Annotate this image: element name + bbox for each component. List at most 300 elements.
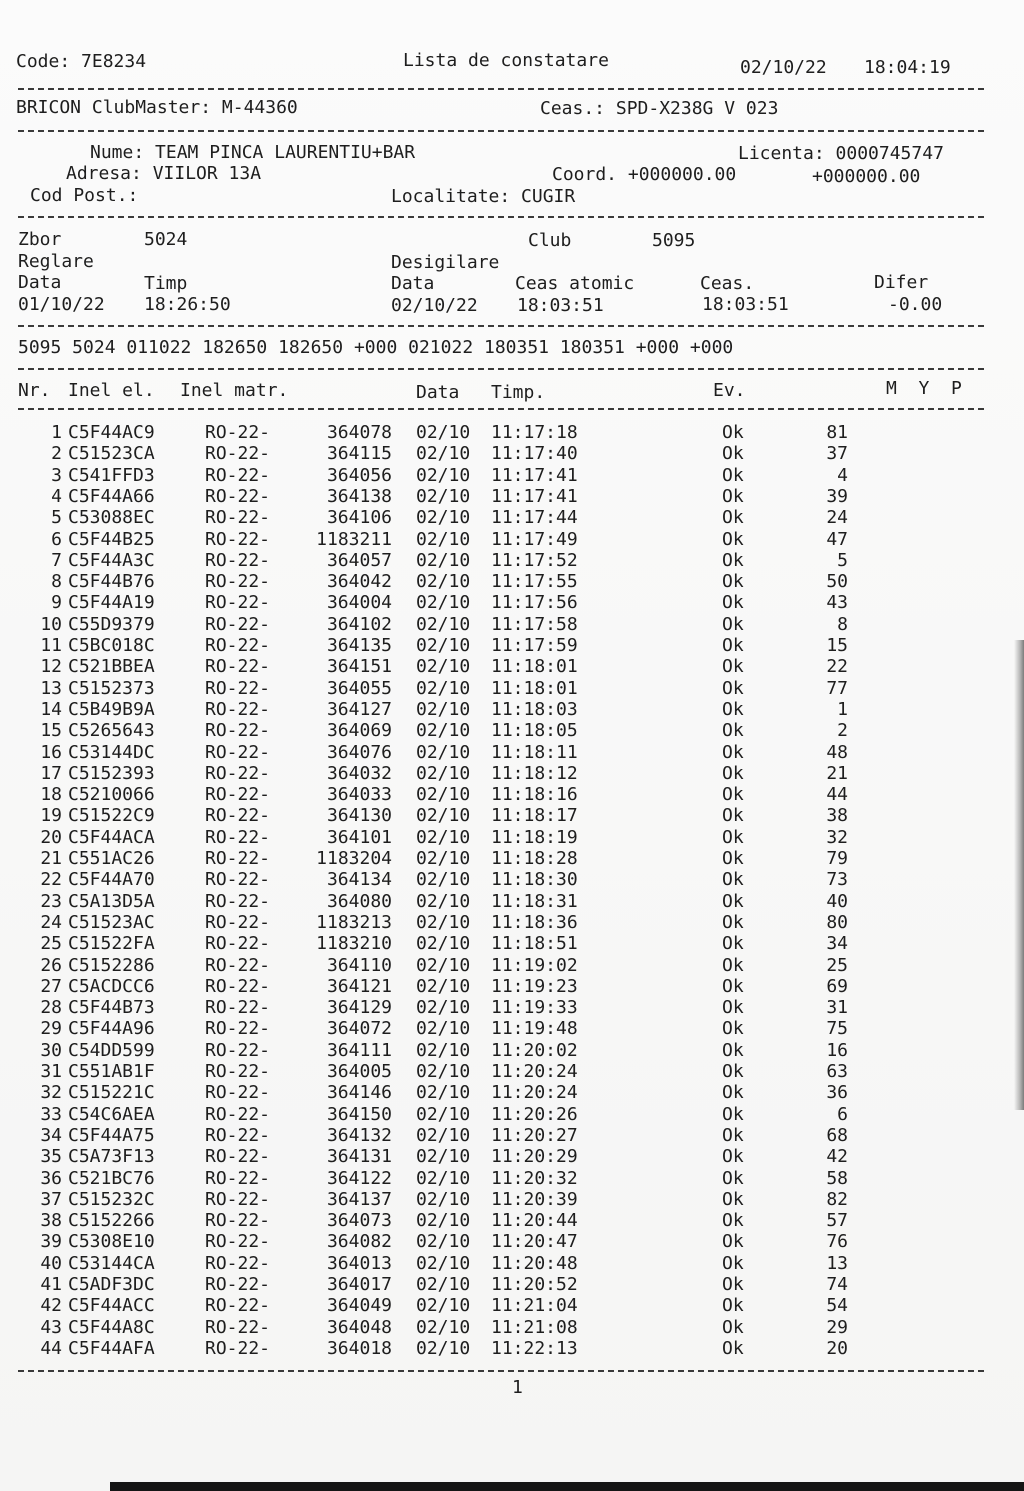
event-status: Ok <box>722 443 744 464</box>
position: 44 <box>826 784 848 805</box>
arrival-date: 02/10 <box>416 742 471 763</box>
table-row <box>0 848 1024 869</box>
event-status: Ok <box>722 635 744 656</box>
arrival-time: 11:20:48 <box>491 1253 578 1274</box>
electronic-ring: C515221C <box>68 1082 155 1103</box>
position: 25 <box>826 955 848 976</box>
license-number: Licenta: 0000745747 <box>738 143 944 164</box>
electronic-ring: C5152373 <box>68 678 155 699</box>
electronic-ring: C541FFD3 <box>68 465 155 486</box>
electronic-ring: C5F44A19 <box>68 592 155 613</box>
electronic-ring: C53144DC <box>68 742 155 763</box>
electronic-ring: C5F44B25 <box>68 529 155 550</box>
electronic-ring: C5F44AFA <box>68 1338 155 1359</box>
coordinates-lon: +000000.00 <box>812 166 921 187</box>
event-status: Ok <box>722 720 744 741</box>
divider <box>18 130 984 132</box>
ring-prefix: RO-22- <box>205 784 271 805</box>
arrival-time: 11:20:24 <box>491 1061 578 1082</box>
row-number: 40 <box>40 1253 62 1274</box>
position: 79 <box>826 848 848 869</box>
electronic-ring: C5F44ACC <box>68 1295 155 1316</box>
arrival-date: 02/10 <box>416 1253 471 1274</box>
row-number: 25 <box>40 933 62 954</box>
row-number: 6 <box>51 529 62 550</box>
event-status: Ok <box>722 550 744 571</box>
row-number: 1 <box>51 422 62 443</box>
electronic-ring: C5F44A8C <box>68 1317 155 1338</box>
ring-prefix: RO-22- <box>205 891 271 912</box>
position: 63 <box>826 1061 848 1082</box>
position: 77 <box>826 678 848 699</box>
ring-prefix: RO-22- <box>205 656 271 677</box>
ring-number: 364122 <box>326 1168 392 1189</box>
event-status: Ok <box>722 1274 744 1295</box>
row-number: 24 <box>40 912 62 933</box>
electronic-ring: C54DD599 <box>68 1040 155 1061</box>
event-status: Ok <box>722 507 744 528</box>
ring-number: 364080 <box>326 891 392 912</box>
ring-number: 364137 <box>326 1189 392 1210</box>
position: 2 <box>837 720 848 741</box>
owner-address: Adresa: VIILOR 13A <box>66 163 262 184</box>
print-time: 18:04:19 <box>864 57 951 78</box>
arrival-date: 02/10 <box>416 507 471 528</box>
arrival-time: 11:18:31 <box>491 891 578 912</box>
arrival-time: 11:17:41 <box>491 486 578 507</box>
arrival-time: 11:22:13 <box>491 1338 578 1359</box>
electronic-ring: C5152393 <box>68 763 155 784</box>
event-status: Ok <box>722 805 744 826</box>
desig-data-label: Data <box>391 273 435 294</box>
event-status: Ok <box>722 1125 744 1146</box>
electronic-ring: C5152266 <box>68 1210 155 1231</box>
position: 76 <box>826 1231 848 1252</box>
ring-prefix: RO-22- <box>205 507 271 528</box>
table-row <box>0 1317 1024 1338</box>
ring-number: 364102 <box>326 614 392 635</box>
ring-prefix: RO-22- <box>205 1168 271 1189</box>
coordinates-lat: Coord. +000000.00 <box>552 164 737 185</box>
row-number: 33 <box>40 1104 62 1125</box>
electronic-ring: C55D9379 <box>68 614 155 635</box>
row-number: 8 <box>51 571 62 592</box>
print-date: 02/10/22 <box>740 57 827 78</box>
position: 15 <box>826 635 848 656</box>
ring-number: 364072 <box>326 1018 392 1039</box>
ring-prefix: RO-22- <box>205 827 271 848</box>
event-status: Ok <box>722 1295 744 1316</box>
time-difference: -0.00 <box>888 294 943 315</box>
arrival-time: 11:18:28 <box>491 848 578 869</box>
event-status: Ok <box>722 1146 744 1167</box>
electronic-ring: C551AC26 <box>68 848 155 869</box>
ring-number: 364151 <box>326 656 392 677</box>
col-myp: M Y P <box>886 378 962 399</box>
arrival-time: 11:18:51 <box>491 933 578 954</box>
arrival-time: 11:18:11 <box>491 742 578 763</box>
ring-prefix: RO-22- <box>205 465 271 486</box>
arrival-time: 11:20:52 <box>491 1274 578 1295</box>
ring-number: 364146 <box>326 1082 392 1103</box>
ring-prefix: RO-22- <box>205 1295 271 1316</box>
electronic-ring: C5A13D5A <box>68 891 155 912</box>
arrival-date: 02/10 <box>416 869 471 890</box>
ring-prefix: RO-22- <box>205 1125 271 1146</box>
table-row <box>0 1082 1024 1103</box>
table-row <box>0 869 1024 890</box>
row-number: 4 <box>51 486 62 507</box>
arrival-date: 02/10 <box>416 1146 471 1167</box>
arrival-time: 11:20:24 <box>491 1082 578 1103</box>
arrival-time: 11:19:23 <box>491 976 578 997</box>
arrival-time: 11:21:08 <box>491 1317 578 1338</box>
timp-label: Timp <box>144 273 188 294</box>
electronic-ring: C5265643 <box>68 720 155 741</box>
position: 39 <box>826 486 848 507</box>
row-number: 43 <box>40 1317 62 1338</box>
table-row <box>0 763 1024 784</box>
arrival-date: 02/10 <box>416 827 471 848</box>
table-row <box>0 1125 1024 1146</box>
ring-prefix: RO-22- <box>205 422 271 443</box>
position: 20 <box>826 1338 848 1359</box>
electronic-ring: C5F44A96 <box>68 1018 155 1039</box>
locality: Localitate: CUGIR <box>391 186 576 207</box>
divider <box>18 1370 984 1372</box>
arrival-date: 02/10 <box>416 1274 471 1295</box>
ring-number: 364073 <box>326 1210 392 1231</box>
ring-prefix: RO-22- <box>205 742 271 763</box>
ring-prefix: RO-22- <box>205 955 271 976</box>
ring-prefix: RO-22- <box>205 614 271 635</box>
ring-prefix: RO-22- <box>205 763 271 784</box>
electronic-ring: C5A73F13 <box>68 1146 155 1167</box>
event-status: Ok <box>722 763 744 784</box>
arrival-date: 02/10 <box>416 1104 471 1125</box>
position: 40 <box>826 891 848 912</box>
position: 47 <box>826 529 848 550</box>
ring-number: 364078 <box>326 422 392 443</box>
table-row <box>0 486 1024 507</box>
ring-prefix: RO-22- <box>205 1317 271 1338</box>
divider <box>18 325 984 327</box>
event-status: Ok <box>722 976 744 997</box>
row-number: 15 <box>40 720 62 741</box>
position: 54 <box>826 1295 848 1316</box>
ring-prefix: RO-22- <box>205 1061 271 1082</box>
clock-id: Ceas.: SPD-X238G V 023 <box>540 98 779 119</box>
arrival-date: 02/10 <box>416 1210 471 1231</box>
arrival-date: 02/10 <box>416 891 471 912</box>
col-inel-el: Inel el. <box>68 380 155 401</box>
arrival-date: 02/10 <box>416 1018 471 1039</box>
ring-number: 364056 <box>326 465 392 486</box>
ring-prefix: RO-22- <box>205 635 271 656</box>
ring-number: 1183211 <box>316 529 392 550</box>
table-row <box>0 1295 1024 1316</box>
arrival-time: 11:18:17 <box>491 805 578 826</box>
ring-prefix: RO-22- <box>205 1253 271 1274</box>
table-row <box>0 635 1024 656</box>
table-row <box>0 1274 1024 1295</box>
arrival-date: 02/10 <box>416 955 471 976</box>
col-data: Data <box>416 382 460 403</box>
position: 50 <box>826 571 848 592</box>
ring-number: 364042 <box>326 571 392 592</box>
row-number: 17 <box>40 763 62 784</box>
electronic-ring: C5F44B76 <box>68 571 155 592</box>
row-number: 27 <box>40 976 62 997</box>
arrival-time: 11:17:44 <box>491 507 578 528</box>
ring-prefix: RO-22- <box>205 1274 271 1295</box>
arrival-time: 11:20:29 <box>491 1146 578 1167</box>
arrival-date: 02/10 <box>416 635 471 656</box>
row-number: 28 <box>40 997 62 1018</box>
row-number: 34 <box>40 1125 62 1146</box>
row-number: 9 <box>51 592 62 613</box>
position: 48 <box>826 742 848 763</box>
table-row <box>0 529 1024 550</box>
table-row <box>0 1040 1024 1061</box>
ring-number: 364048 <box>326 1317 392 1338</box>
row-number: 10 <box>40 614 62 635</box>
event-status: Ok <box>722 955 744 976</box>
arrival-date: 02/10 <box>416 1231 471 1252</box>
event-status: Ok <box>722 614 744 635</box>
code-label: Code: 7E8234 <box>16 51 147 72</box>
table-row <box>0 465 1024 486</box>
position: 34 <box>826 933 848 954</box>
event-status: Ok <box>722 1061 744 1082</box>
arrival-date: 02/10 <box>416 784 471 805</box>
ring-prefix: RO-22- <box>205 1338 271 1359</box>
ring-prefix: RO-22- <box>205 529 271 550</box>
arrival-date: 02/10 <box>416 592 471 613</box>
arrival-date: 02/10 <box>416 1040 471 1061</box>
postal-code: Cod Post.: <box>30 185 139 206</box>
table-row <box>0 742 1024 763</box>
paper-edge-shadow <box>1014 640 1024 1110</box>
arrival-time: 11:17:56 <box>491 592 578 613</box>
position: 32 <box>826 827 848 848</box>
difference-label: Difer <box>874 272 929 293</box>
electronic-ring: C5ADF3DC <box>68 1274 155 1295</box>
event-status: Ok <box>722 912 744 933</box>
position: 69 <box>826 976 848 997</box>
club-label: Club <box>528 230 572 251</box>
table-row <box>0 805 1024 826</box>
arrival-time: 11:18:16 <box>491 784 578 805</box>
arrival-date: 02/10 <box>416 933 471 954</box>
table-row <box>0 507 1024 528</box>
arrival-time: 11:20:26 <box>491 1104 578 1125</box>
arrival-time: 11:18:01 <box>491 678 578 699</box>
table-row <box>0 678 1024 699</box>
position: 42 <box>826 1146 848 1167</box>
event-status: Ok <box>722 592 744 613</box>
event-status: Ok <box>722 465 744 486</box>
position: 21 <box>826 763 848 784</box>
arrival-date: 02/10 <box>416 720 471 741</box>
ring-prefix: RO-22- <box>205 1104 271 1125</box>
row-number: 22 <box>40 869 62 890</box>
arrival-date: 02/10 <box>416 1082 471 1103</box>
table-row <box>0 656 1024 677</box>
event-status: Ok <box>722 1082 744 1103</box>
row-number: 20 <box>40 827 62 848</box>
arrival-date: 02/10 <box>416 656 471 677</box>
position: 74 <box>826 1274 848 1295</box>
arrival-time: 11:18:01 <box>491 656 578 677</box>
event-status: Ok <box>722 1210 744 1231</box>
row-number: 19 <box>40 805 62 826</box>
row-number: 5 <box>51 507 62 528</box>
arrival-time: 11:20:47 <box>491 1231 578 1252</box>
table-row <box>0 592 1024 613</box>
table-row <box>0 1253 1024 1274</box>
paper-bottom-edge <box>110 1482 1024 1491</box>
position: 57 <box>826 1210 848 1231</box>
table-row <box>0 1168 1024 1189</box>
ring-prefix: RO-22- <box>205 1146 271 1167</box>
arrival-time: 11:18:03 <box>491 699 578 720</box>
arrival-time: 11:18:05 <box>491 720 578 741</box>
arrival-time: 11:20:44 <box>491 1210 578 1231</box>
row-number: 37 <box>40 1189 62 1210</box>
event-status: Ok <box>722 1253 744 1274</box>
event-status: Ok <box>722 1018 744 1039</box>
table-row <box>0 1338 1024 1359</box>
arrival-date: 02/10 <box>416 571 471 592</box>
clubmaster-id: BRICON ClubMaster: M-44360 <box>16 97 298 118</box>
event-status: Ok <box>722 1168 744 1189</box>
col-ev: Ev. <box>713 380 746 401</box>
event-status: Ok <box>722 529 744 550</box>
arrival-date: 02/10 <box>416 443 471 464</box>
arrival-time: 11:17:49 <box>491 529 578 550</box>
ring-number: 364004 <box>326 592 392 613</box>
arrival-time: 11:21:04 <box>491 1295 578 1316</box>
electronic-ring: C51522FA <box>68 933 155 954</box>
row-number: 14 <box>40 699 62 720</box>
event-status: Ok <box>722 486 744 507</box>
arrival-time: 11:17:41 <box>491 465 578 486</box>
electronic-ring: C54C6AEA <box>68 1104 155 1125</box>
position: 82 <box>826 1189 848 1210</box>
table-row <box>0 997 1024 1018</box>
electronic-ring: C5F44ACA <box>68 827 155 848</box>
event-status: Ok <box>722 571 744 592</box>
ring-prefix: RO-22- <box>205 720 271 741</box>
page-number: 1 <box>512 1377 523 1398</box>
arrival-time: 11:17:58 <box>491 614 578 635</box>
electronic-ring: C53144CA <box>68 1253 155 1274</box>
electronic-ring: C5F44A66 <box>68 486 155 507</box>
ring-prefix: RO-22- <box>205 571 271 592</box>
table-row <box>0 1210 1024 1231</box>
row-number: 41 <box>40 1274 62 1295</box>
ring-number: 364033 <box>326 784 392 805</box>
row-number: 42 <box>40 1295 62 1316</box>
electronic-ring: C51523AC <box>68 912 155 933</box>
position: 8 <box>837 614 848 635</box>
atomic-clock-label: Ceas atomic <box>515 273 635 294</box>
row-number: 39 <box>40 1231 62 1252</box>
arrival-date: 02/10 <box>416 848 471 869</box>
position: 1 <box>837 699 848 720</box>
ring-number: 364013 <box>326 1253 392 1274</box>
arrival-date: 02/10 <box>416 529 471 550</box>
table-row <box>0 1061 1024 1082</box>
arrival-time: 11:17:59 <box>491 635 578 656</box>
arrival-date: 02/10 <box>416 550 471 571</box>
ring-prefix: RO-22- <box>205 1082 271 1103</box>
ring-number: 364101 <box>326 827 392 848</box>
arrival-date: 02/10 <box>416 763 471 784</box>
row-number: 18 <box>40 784 62 805</box>
arrival-date: 02/10 <box>416 1295 471 1316</box>
ring-number: 364150 <box>326 1104 392 1125</box>
table-row <box>0 976 1024 997</box>
ring-prefix: RO-22- <box>205 1040 271 1061</box>
ring-prefix: RO-22- <box>205 933 271 954</box>
row-number: 3 <box>51 465 62 486</box>
table-row <box>0 699 1024 720</box>
ring-number: 364005 <box>326 1061 392 1082</box>
position: 43 <box>826 592 848 613</box>
row-number: 21 <box>40 848 62 869</box>
electronic-ring: C5308E10 <box>68 1231 155 1252</box>
arrival-time: 11:20:39 <box>491 1189 578 1210</box>
arrival-time: 11:18:12 <box>491 763 578 784</box>
data-label: Data <box>18 272 62 293</box>
arrival-time: 11:19:48 <box>491 1018 578 1039</box>
ring-number: 364049 <box>326 1295 392 1316</box>
ring-number: 364069 <box>326 720 392 741</box>
arrival-time: 11:17:55 <box>491 571 578 592</box>
ring-number: 1183210 <box>316 933 392 954</box>
event-status: Ok <box>722 656 744 677</box>
reglare-time: 18:26:50 <box>144 294 231 315</box>
electronic-ring: C5F44A70 <box>68 869 155 890</box>
ring-prefix: RO-22- <box>205 1210 271 1231</box>
row-number: 13 <box>40 678 62 699</box>
position: 5 <box>837 550 848 571</box>
row-number: 11 <box>40 635 62 656</box>
ring-number: 364055 <box>326 678 392 699</box>
ring-number: 364127 <box>326 699 392 720</box>
electronic-ring: C53088EC <box>68 507 155 528</box>
ring-number: 364132 <box>326 1125 392 1146</box>
arrival-time: 11:20:02 <box>491 1040 578 1061</box>
arrival-date: 02/10 <box>416 699 471 720</box>
ring-number: 364018 <box>326 1338 392 1359</box>
electronic-ring: C521BBEA <box>68 656 155 677</box>
ring-prefix: RO-22- <box>205 912 271 933</box>
ring-number: 364130 <box>326 805 392 826</box>
row-number: 16 <box>40 742 62 763</box>
clock-time: 18:03:51 <box>702 294 789 315</box>
arrival-time: 11:17:18 <box>491 422 578 443</box>
table-row <box>0 443 1024 464</box>
owner-name: Nume: TEAM PINCA LAURENTIU+BAR <box>90 142 416 163</box>
table-row <box>0 1231 1024 1252</box>
ring-prefix: RO-22- <box>205 869 271 890</box>
arrival-date: 02/10 <box>416 678 471 699</box>
electronic-ring: C5F44A3C <box>68 550 155 571</box>
row-number: 38 <box>40 1210 62 1231</box>
